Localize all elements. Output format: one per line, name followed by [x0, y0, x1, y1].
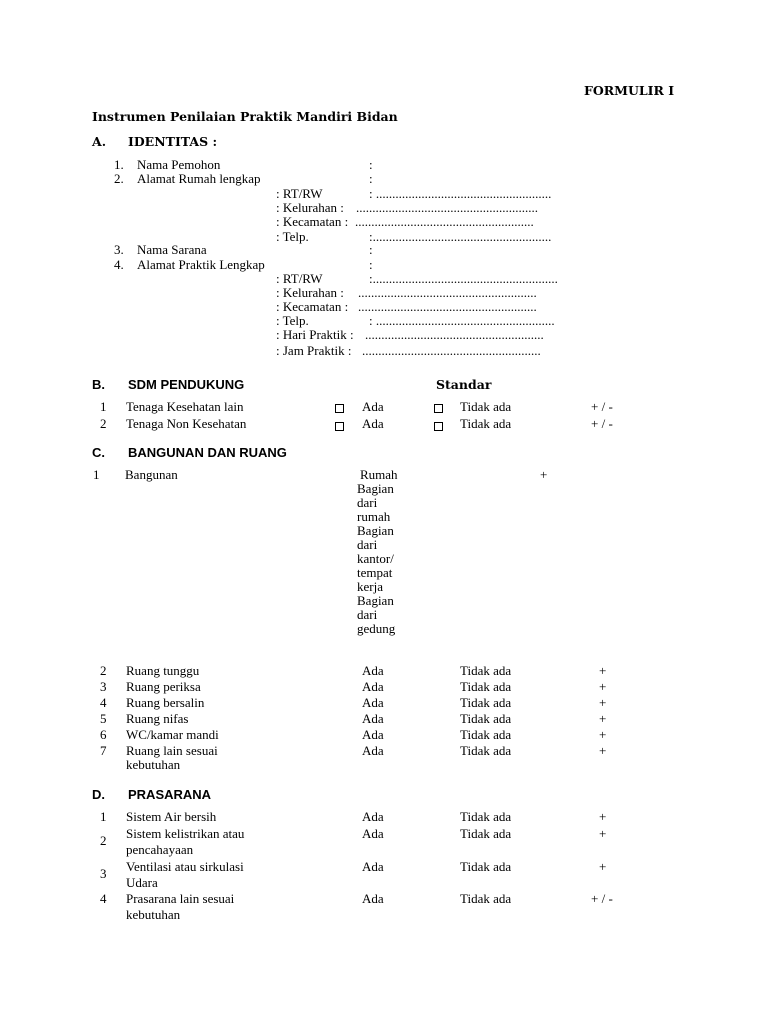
row-label: Ruang lain sesuai: [126, 743, 218, 758]
option-ada[interactable]: Ada: [362, 891, 384, 906]
section-c-letter: C.: [92, 445, 105, 460]
building-option-bagian-gedung[interactable]: Bagian dari gedung: [357, 593, 396, 636]
standard-value: +: [599, 809, 607, 824]
section-c-heading: BANGUNAN DAN RUANG: [128, 445, 287, 460]
practice-kelurahan-label: : Kelurahan :: [276, 285, 344, 300]
practice-address-label: Alamat Praktik Lengkap: [137, 257, 265, 272]
row-label: Ventilasi atau sirkulasi: [126, 859, 244, 874]
option-ada[interactable]: Ada: [362, 663, 384, 678]
section-a-heading: IDENTITAS :: [128, 134, 218, 149]
row-label-continued: pencahayaan: [126, 842, 194, 857]
row-label: Sistem Air bersih: [126, 809, 217, 824]
row-label: WC/kamar mandi: [126, 727, 219, 742]
option-ada[interactable]: Ada: [362, 826, 384, 841]
option-ada[interactable]: Ada: [362, 859, 384, 874]
row-number: 7: [100, 743, 107, 758]
option-tidak-ada: Tidak ada: [460, 399, 512, 414]
section-a-letter: A.: [92, 134, 107, 149]
standard-value: +: [599, 695, 607, 710]
option-tidak-ada[interactable]: Tidak ada: [460, 826, 512, 841]
checkbox-tidak-ada[interactable]: [434, 422, 443, 431]
option-tidak-ada[interactable]: Tidak ada: [460, 679, 512, 694]
row-label-continued: kebutuhan: [126, 907, 181, 922]
standard-value: +: [599, 826, 607, 841]
row-number: 2: [100, 833, 107, 848]
standard-column-heading: Standar: [436, 377, 492, 392]
home-kecamatan-label: : Kecamatan :: [276, 214, 349, 229]
practice-address-field[interactable]: :: [369, 257, 373, 272]
row-label: Ruang tunggu: [126, 663, 200, 678]
practice-hours-label: : Jam Praktik :: [276, 343, 352, 358]
home-address-field[interactable]: :: [369, 171, 373, 186]
row-label: Prasarana lain sesuai: [126, 891, 235, 906]
home-kelurahan-label: : Kelurahan :: [276, 200, 344, 215]
row-label: Tenaga Non Kesehatan: [126, 416, 247, 431]
option-tidak-ada[interactable]: Tidak ada: [460, 743, 512, 758]
row-number: 4: [100, 891, 107, 906]
building-option-rumah[interactable]: Rumah: [360, 467, 398, 482]
section-b-heading: SDM PENDUKUNG: [128, 377, 245, 392]
document-title: Instrumen Penilaian Praktik Mandiri Bidan: [92, 109, 398, 124]
row-label: Ruang nifas: [126, 711, 189, 726]
row-number: 4: [100, 695, 107, 710]
standard-value: +: [599, 679, 607, 694]
row-number: 3: [100, 679, 107, 694]
practice-days-label: : Hari Praktik :: [276, 327, 354, 342]
section-b-letter: B.: [92, 377, 105, 392]
home-telp-label: : Telp.: [276, 229, 309, 244]
row-number: 5: [100, 711, 107, 726]
item-number: 2.: [114, 171, 124, 186]
row-label: Ruang bersalin: [126, 695, 205, 710]
item-number: 1.: [114, 157, 124, 172]
standard-value: +: [599, 663, 607, 678]
option-ada[interactable]: Ada: [362, 727, 384, 742]
standard-value: +: [599, 743, 607, 758]
facility-name-field[interactable]: :: [369, 242, 373, 257]
practice-rtrw-field[interactable]: :.........................................................: [369, 271, 558, 286]
row-number: 1: [100, 809, 107, 824]
building-option-bagian-kantor[interactable]: Bagian dari kantor/ tempat kerja: [357, 523, 394, 594]
option-ada[interactable]: Ada: [362, 679, 384, 694]
option-tidak-ada[interactable]: Tidak ada: [460, 695, 512, 710]
option-tidak-ada[interactable]: Tidak ada: [460, 727, 512, 742]
option-ada: Ada: [362, 399, 384, 414]
option-tidak-ada[interactable]: Tidak ada: [460, 711, 512, 726]
applicant-name-field[interactable]: :: [369, 157, 373, 172]
option-ada[interactable]: Ada: [362, 711, 384, 726]
home-kelurahan-field[interactable]: ........................................................: [356, 200, 538, 215]
row-number: 3: [100, 866, 107, 881]
standard-value: + / -: [591, 399, 613, 414]
standard-value: +: [540, 467, 548, 482]
standard-value: +: [599, 711, 607, 726]
section-d-letter: D.: [92, 787, 105, 802]
option-tidak-ada[interactable]: Tidak ada: [460, 891, 512, 906]
option-tidak-ada[interactable]: Tidak ada: [460, 663, 512, 678]
home-rtrw-label: : RT/RW: [276, 186, 323, 201]
option-ada: Ada: [362, 416, 384, 431]
home-address-label: Alamat Rumah lengkap: [137, 171, 261, 186]
home-kecamatan-field[interactable]: .......................................................: [355, 214, 534, 229]
standard-value: +: [599, 727, 607, 742]
practice-telp-field[interactable]: : .......................................................: [369, 313, 555, 328]
row-label: Tenaga Kesehatan lain: [126, 399, 244, 414]
row-number: 6: [100, 727, 107, 742]
facility-name-label: Nama Sarana: [137, 242, 207, 257]
applicant-name-label: Nama Pemohon: [137, 157, 221, 172]
practice-kecamatan-label: : Kecamatan :: [276, 299, 349, 314]
form-label: FORMULIR I: [584, 83, 675, 98]
practice-telp-label: : Telp.: [276, 313, 309, 328]
checkbox-ada[interactable]: [335, 404, 344, 413]
row-number: 1: [93, 467, 100, 482]
standard-value: +: [599, 859, 607, 874]
practice-kecamatan-field[interactable]: .......................................................: [358, 299, 537, 314]
section-d-heading: PRASARANA: [128, 787, 212, 802]
home-telp-field[interactable]: :.......................................................: [369, 229, 552, 244]
row-label-continued: Udara: [126, 875, 158, 890]
row-label: Sistem kelistrikan atau: [126, 826, 245, 841]
row-number: 2: [100, 416, 107, 431]
practice-kelurahan-field[interactable]: .......................................................: [358, 285, 537, 300]
item-number: 4.: [114, 257, 124, 272]
practice-rtrw-label: : RT/RW: [276, 271, 323, 286]
option-tidak-ada[interactable]: Tidak ada: [460, 859, 512, 874]
building-option-bagian-rumah[interactable]: Bagian dari rumah: [357, 481, 394, 524]
row-label: Ruang periksa: [126, 679, 201, 694]
checkbox-ada[interactable]: [335, 422, 344, 431]
checkbox-tidak-ada[interactable]: [434, 404, 443, 413]
option-ada[interactable]: Ada: [362, 743, 384, 758]
option-ada[interactable]: Ada: [362, 695, 384, 710]
item-number: 3.: [114, 242, 124, 257]
row-number: 2: [100, 663, 107, 678]
building-label: Bangunan: [125, 467, 178, 482]
practice-hours-field[interactable]: .......................................................: [362, 343, 541, 358]
option-tidak-ada: Tidak ada: [460, 416, 512, 431]
row-number: 1: [100, 399, 107, 414]
option-ada[interactable]: Ada: [362, 809, 384, 824]
standard-value: + / -: [591, 891, 613, 906]
practice-days-field[interactable]: .......................................................: [365, 327, 544, 342]
standard-value: + / -: [591, 416, 613, 431]
row-label-continued: kebutuhan: [126, 757, 181, 772]
home-rtrw-field[interactable]: : ......................................................: [369, 186, 552, 201]
option-tidak-ada[interactable]: Tidak ada: [460, 809, 512, 824]
